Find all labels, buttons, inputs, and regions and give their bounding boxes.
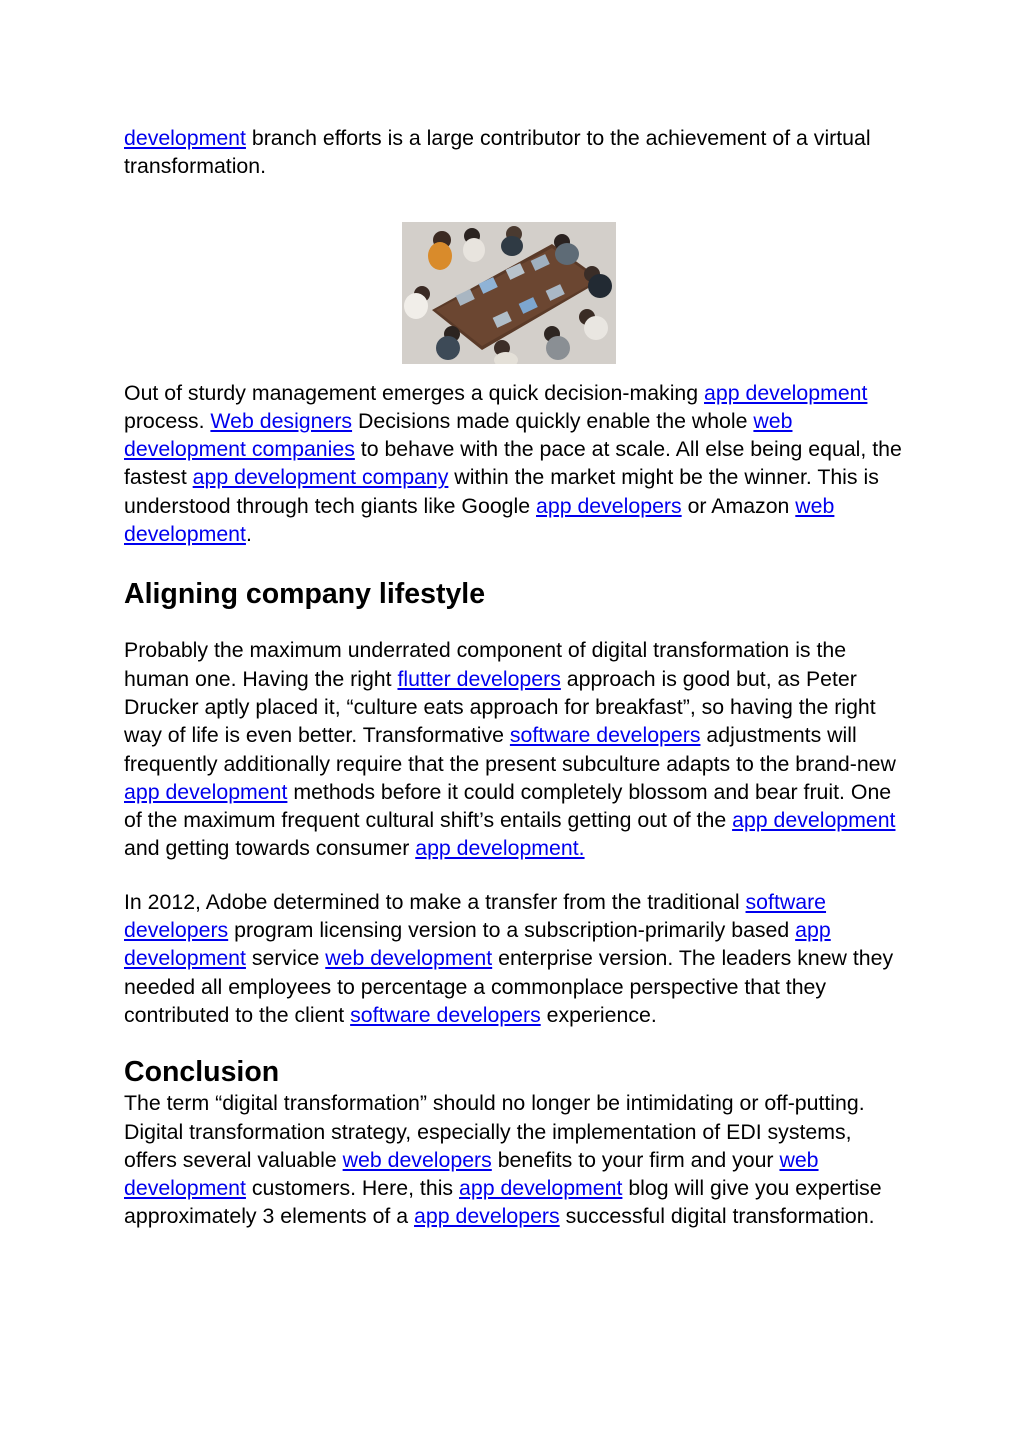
paragraph-lifestyle: Probably the maximum underrated component of digital transformation is the human one. Having the right flutter developers approach is good but, as Peter Drucker aptly placed it, “culture eats approach for breakfast”, so having the right way of life is even better. Transformative software developers adjustments will frequently additionally require that the present subculture adapts to the brand-new app development methods before it could completely blossom and bear fruit. One of the maximum frequent cultural shift’s entails getting out of the app development and getting towards consumer app development. bbox=[124, 638, 896, 861]
link-web-developers[interactable]: web developers bbox=[342, 1147, 492, 1172]
link-web-development[interactable]: web development bbox=[325, 946, 493, 971]
link-app-development-company[interactable]: app development company bbox=[192, 465, 449, 490]
link-software-developers[interactable]: software developers bbox=[124, 889, 827, 943]
paragraph-conclusion: The term “digital transformation” should no longer be intimidating or off-putting. Digital transformation strategy, especially the implementation of EDI systems, offers several valuable web developers benefits to your firm and your web development customers. Here, this app development blog will give you expertise approximately 3 elements of a app developers successful digital transformation. bbox=[124, 1091, 882, 1229]
heading-aligning-company-lifestyle: Aligning company lifestyle bbox=[124, 578, 486, 611]
link-app-development[interactable]: app development bbox=[124, 918, 831, 971]
link-software-developers[interactable]: software developers bbox=[350, 1002, 541, 1027]
link-app-development[interactable]: app development. bbox=[415, 836, 585, 861]
meeting-photo bbox=[402, 222, 616, 364]
link-web-designers[interactable]: Web designers bbox=[210, 408, 353, 433]
link-web-development[interactable]: web development bbox=[124, 1147, 819, 1201]
paragraph-adobe: In 2012, Adobe determined to make a transfer from the traditional software developers program licensing version to a subscription-primarily based app development service web development enterprise version. The leaders knew they needed all employees to percentage a commonplace perspective that they contributed to the client software developers experience. bbox=[124, 889, 894, 1027]
paragraph-intro: development branch efforts is a large contributor to the achievement of a virtual transformation. bbox=[124, 126, 871, 179]
link-app-development[interactable]: app development bbox=[732, 808, 896, 833]
link-web-development-companies[interactable]: web development companies bbox=[124, 408, 793, 462]
link-app-development[interactable]: app development bbox=[124, 779, 288, 804]
link-software-developers[interactable]: software developers bbox=[509, 723, 701, 748]
document-page bbox=[124, 124, 904, 1231]
link-app-developers[interactable]: app developers bbox=[536, 493, 682, 518]
link-app-development[interactable]: app development bbox=[704, 380, 868, 405]
link-web-development[interactable]: web development bbox=[124, 493, 835, 547]
heading-conclusion: Conclusion bbox=[124, 1056, 280, 1089]
link-flutter-developers[interactable]: flutter developers bbox=[397, 666, 561, 691]
link-development[interactable]: development bbox=[124, 126, 246, 150]
link-app-developers[interactable]: app developers bbox=[414, 1204, 560, 1229]
link-app-development[interactable]: app development bbox=[459, 1176, 623, 1201]
paragraph-management: Out of sturdy management emerges a quick decision-making app development process. Web designers Decisions made quickly enable the whole web development companies to behave with the pace at scale. All else being equal, the fastest app development company within the market might be the winner. This is understood through tech giants like Google app developers or Amazon web development. bbox=[124, 380, 902, 547]
